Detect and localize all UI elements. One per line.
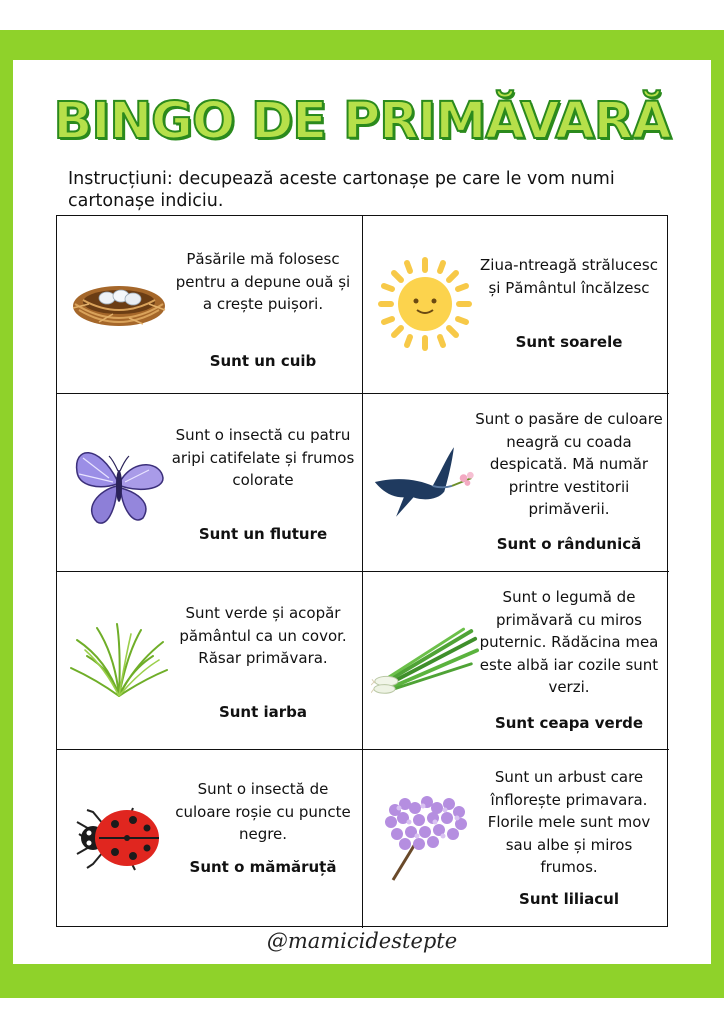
- ladybug-icon: [65, 780, 173, 896]
- card-answer: Sunt iarba: [218, 703, 308, 721]
- green-onion-icon: [371, 602, 479, 718]
- card-answer: Sunt liliacul: [519, 890, 619, 908]
- grass-icon: [65, 602, 173, 718]
- card-clue: Sunt o insectă cu patru aripi catifelate și frumos colorate: [171, 426, 355, 489]
- author-handle: @mamicidestepte: [266, 929, 458, 953]
- card-clue: Sunt o pasăre de culoare neagră cu coada despicată. Mă număr printre vestitorii primăverii.: [475, 410, 663, 518]
- card-sun: [363, 216, 669, 394]
- sun-icon: [371, 246, 479, 362]
- swallow-icon: [371, 424, 479, 540]
- card-lilac: [363, 750, 669, 928]
- lilac-icon: [371, 780, 479, 896]
- page-title: BINGO DE PRIMĂVARĂ: [53, 92, 671, 151]
- card-clue: Sunt verde și acopăr pământul ca un covor. Răsar primăvara.: [179, 604, 347, 667]
- butterfly-icon: [65, 424, 173, 540]
- card-clue: Ziua-ntreagă strălucesc și Pământul încălzesc: [480, 256, 658, 297]
- card-answer: Sunt ceapa verde: [494, 714, 644, 732]
- card-swallow: [363, 394, 669, 572]
- card-green-onion: [363, 572, 669, 750]
- card-answer: Sunt soarele: [515, 333, 623, 351]
- card-clue: Păsările mă folosesc pentru a depune ouă și a crește puișori.: [175, 250, 351, 313]
- card-clue: Sunt o legumă de primăvară cu miros puternic. Rădăcina mea este albă iar cozile sunt verzi.: [479, 588, 659, 696]
- card-answer: Sunt un fluture: [198, 525, 328, 543]
- card-butterfly: [57, 394, 363, 572]
- card-nest: [57, 216, 363, 394]
- bird-nest-icon: [65, 246, 173, 362]
- card-grid: [56, 215, 668, 927]
- card-grass: [57, 572, 363, 750]
- card-ladybug: [57, 750, 363, 928]
- card-answer: Sunt o mămăruță: [189, 858, 337, 876]
- card-clue: Sunt o insectă de culoare roșie cu puncte negre.: [175, 780, 351, 843]
- card-clue: Sunt un arbust care înflorește primavara. Florile mele sunt mov sau albe și miros frumos.: [487, 768, 651, 876]
- card-answer: Sunt un cuib: [209, 352, 317, 370]
- card-answer: Sunt o rândunică: [496, 535, 642, 553]
- instructions: Instrucțiuni: decupează aceste cartonașe pe care le vom numi cartonașe indiciu.: [68, 169, 615, 211]
